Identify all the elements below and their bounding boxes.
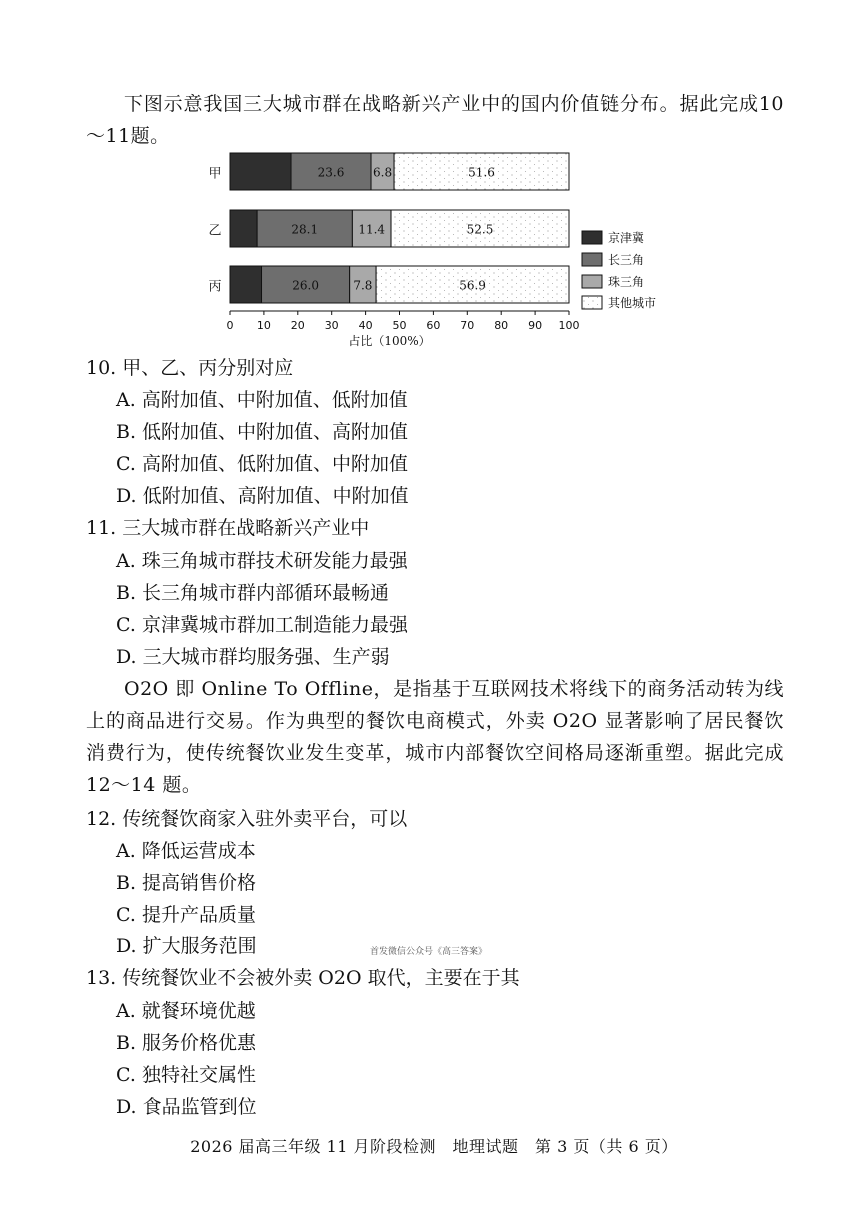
question-10-option-c: C. 高附加值、低附加值、中附加值 — [116, 453, 408, 475]
bar-data-label: 51.6 — [468, 165, 495, 180]
bar-data-label: 11.4 — [358, 222, 386, 237]
question-13-option-b: B. 服务价格优惠 — [116, 1032, 257, 1054]
question-10-option-b: B. 低附加值、中附加值、高附加值 — [116, 421, 409, 443]
question-10-option-a: A. 高附加值、中附加值、低附加值 — [116, 389, 408, 411]
legend-swatch — [582, 231, 602, 244]
bar-data-label: 23.6 — [317, 165, 345, 180]
x-tick-label: 40 — [358, 319, 373, 332]
bar-category-label: 丙 — [208, 279, 222, 295]
bar-data-label: 52.5 — [466, 222, 494, 237]
watermark: 首发微信公众号《高三答案》 — [370, 947, 488, 957]
question-12-stem: 12. 传统餐饮商家入驻外卖平台，可以 — [86, 808, 408, 830]
question-11-option-d: D. 三大城市群均服务强、生产弱 — [116, 646, 390, 668]
chart-svg — [195, 145, 675, 350]
intro-paragraph-1: 下图示意我国三大城市群在战略新兴产业中的国内价值链分布。据此完成10～11题。 — [86, 93, 784, 147]
question-10-option-d: D. 低附加值、高附加值、中附加值 — [116, 485, 409, 507]
bar-data-label: 56.9 — [459, 278, 486, 293]
x-tick-label: 60 — [426, 319, 441, 332]
x-tick-label: 80 — [494, 319, 509, 332]
x-axis-title: 占比（100%） — [348, 334, 431, 348]
bar-segment — [230, 210, 257, 247]
legend-swatch — [582, 275, 602, 288]
legend-label: 京津冀 — [608, 231, 645, 245]
x-tick-label: 0 — [226, 319, 234, 332]
question-12-option-b: B. 提高销售价格 — [116, 872, 257, 894]
stacked-bar-chart — [195, 145, 675, 350]
bar-data-label: 6.8 — [373, 165, 393, 180]
bar-data-label: 28.1 — [291, 222, 319, 237]
bar-data-label: 26.0 — [292, 278, 319, 293]
x-tick-label: 100 — [558, 319, 580, 332]
bar-category-label: 乙 — [208, 223, 222, 239]
question-12-option-c: C. 提升产品质量 — [116, 904, 256, 926]
legend-label: 珠三角 — [608, 275, 645, 289]
legend-swatch — [582, 296, 602, 309]
question-12-option-a: A. 降低运营成本 — [116, 840, 256, 862]
question-13-option-c: C. 独特社交属性 — [116, 1064, 256, 1086]
legend-label: 长三角 — [608, 253, 645, 267]
question-12-option-d: D. 扩大服务范围 — [116, 935, 257, 957]
bar-segment — [230, 266, 262, 303]
x-tick-label: 90 — [528, 319, 543, 332]
question-11-option-b: B. 长三角城市群内部循环最畅通 — [116, 582, 390, 604]
bar-data-label: 7.8 — [353, 278, 373, 293]
page-footer: 2026 届高三年级 11 月阶段检测 地理试题 第 3 页（共 6 页） — [190, 1137, 678, 1156]
bar-segment — [230, 153, 291, 190]
question-13-option-a: A. 就餐环境优越 — [116, 1000, 256, 1022]
x-tick-label: 20 — [290, 319, 305, 332]
question-11-option-a: A. 珠三角城市群技术研发能力最强 — [116, 550, 408, 572]
question-11-option-c: C. 京津冀城市群加工制造能力最强 — [116, 614, 408, 636]
x-tick-label: 10 — [256, 319, 271, 332]
bar-category-label: 甲 — [208, 166, 222, 182]
question-11-stem: 11. 三大城市群在战略新兴产业中 — [86, 517, 370, 539]
x-tick-label: 30 — [324, 319, 339, 332]
intro-paragraph-2: O2O 即 Online To Offline，是指基于互联网技术将线下的商务活动转为线上的商品进行交易。作为典型的餐饮电商模式，外卖 O2O 显著影响了居民餐饮消费行为，使传统餐饮业发生变革，城市内部餐饮空间格局逐渐重塑。据此完成 12～14 题。 — [86, 678, 784, 796]
x-tick-label: 50 — [392, 319, 407, 332]
question-13-stem: 13. 传统餐饮业不会被外卖 O2O 取代，主要在于其 — [86, 967, 520, 989]
x-tick-label: 70 — [460, 319, 475, 332]
legend-label: 其他城市 — [608, 296, 657, 310]
question-13-option-d: D. 食品监管到位 — [116, 1096, 257, 1118]
question-10-stem: 10. 甲、乙、丙分别对应 — [86, 357, 294, 379]
legend-swatch — [582, 253, 602, 266]
